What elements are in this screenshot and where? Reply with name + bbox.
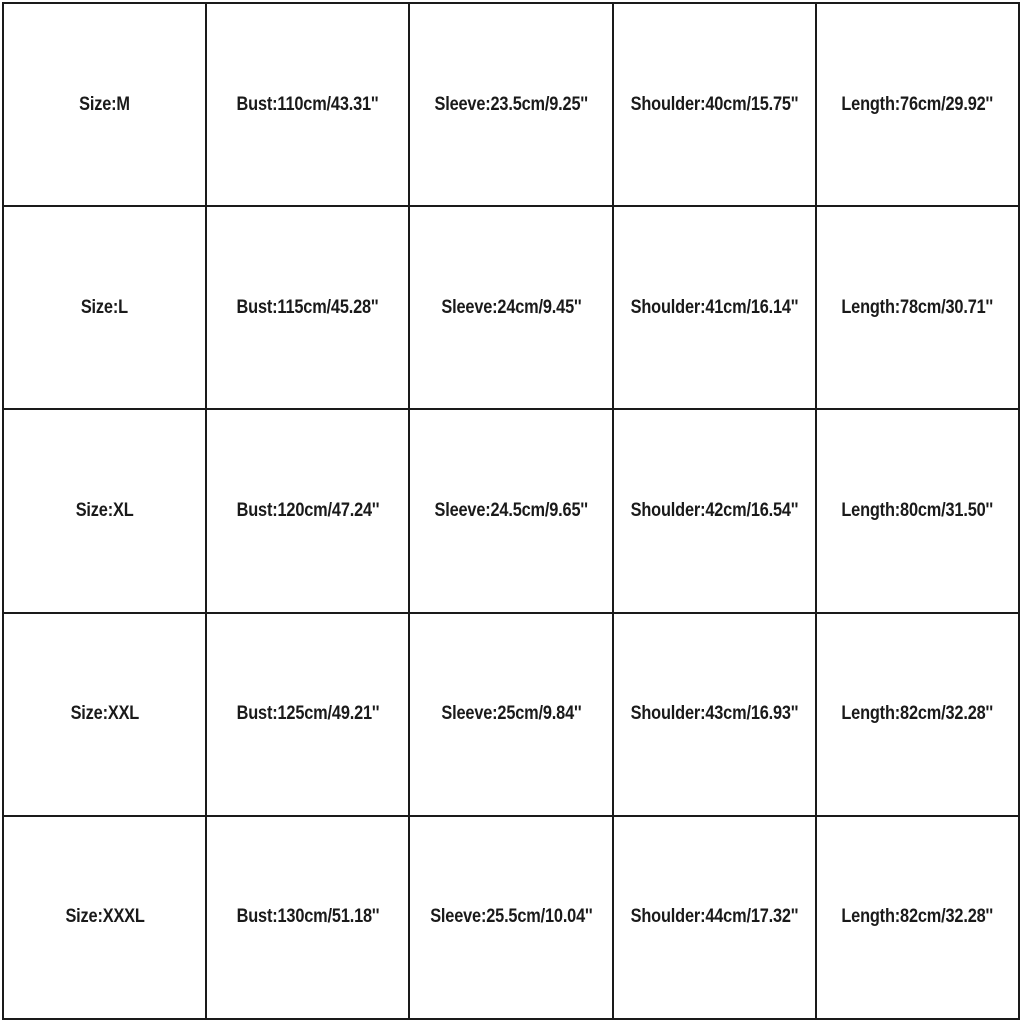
- shoulder-measurement: Shoulder:40cm/15.75'': [630, 93, 799, 115]
- bust-measurement: Bust:125cm/49.21'': [236, 703, 380, 725]
- size-cell: [4, 817, 207, 1020]
- sleeve-cell: [410, 410, 613, 613]
- size-chart-table: [2, 2, 1020, 1020]
- shoulder-measurement: Shoulder:44cm/17.32'': [630, 906, 799, 928]
- sleeve-measurement: Sleeve:24.5cm/9.65'': [434, 499, 588, 521]
- size-label: Size:XXL: [70, 703, 139, 725]
- length-cell: [817, 614, 1020, 817]
- size-label: Size:XXXL: [64, 906, 145, 928]
- length-cell: [817, 4, 1020, 207]
- bust-measurement: Bust:130cm/51.18'': [236, 906, 380, 928]
- size-cell: [4, 207, 207, 410]
- length-cell: [817, 817, 1020, 1020]
- bust-cell: [207, 207, 410, 410]
- sleeve-measurement: Sleeve:25.5cm/10.04'': [429, 906, 593, 928]
- sleeve-cell: [410, 207, 613, 410]
- size-label: Size:L: [81, 296, 129, 318]
- sleeve-cell: [410, 4, 613, 207]
- bust-cell: [207, 817, 410, 1020]
- sleeve-measurement: Sleeve:23.5cm/9.25'': [434, 93, 588, 115]
- sleeve-measurement: Sleeve:25cm/9.84'': [440, 703, 582, 725]
- sleeve-cell: [410, 817, 613, 1020]
- bust-measurement: Bust:115cm/45.28'': [236, 296, 379, 318]
- shoulder-measurement: Shoulder:41cm/16.14'': [630, 296, 799, 318]
- length-measurement: Length:82cm/32.28'': [841, 703, 994, 725]
- shoulder-cell: [614, 614, 817, 817]
- shoulder-measurement: Shoulder:43cm/16.93'': [630, 703, 799, 725]
- bust-measurement: Bust:120cm/47.24'': [236, 499, 380, 521]
- shoulder-cell: [614, 410, 817, 613]
- length-measurement: Length:78cm/30.71'': [841, 296, 994, 318]
- sleeve-measurement: Sleeve:24cm/9.45'': [440, 296, 582, 318]
- shoulder-measurement: Shoulder:42cm/16.54'': [630, 499, 799, 521]
- size-cell: [4, 410, 207, 613]
- length-measurement: Length:82cm/32.28'': [841, 906, 994, 928]
- length-measurement: Length:76cm/29.92'': [841, 93, 994, 115]
- length-cell: [817, 207, 1020, 410]
- bust-cell: [207, 410, 410, 613]
- size-cell: [4, 614, 207, 817]
- size-cell: [4, 4, 207, 207]
- bust-cell: [207, 614, 410, 817]
- shoulder-cell: [614, 207, 817, 410]
- length-cell: [817, 410, 1020, 613]
- shoulder-cell: [614, 4, 817, 207]
- size-label: Size:XL: [75, 499, 134, 521]
- bust-cell: [207, 4, 410, 207]
- length-measurement: Length:80cm/31.50'': [841, 499, 994, 521]
- size-label: Size:M: [79, 93, 130, 115]
- shoulder-cell: [614, 817, 817, 1020]
- sleeve-cell: [410, 614, 613, 817]
- bust-measurement: Bust:110cm/43.31'': [236, 93, 379, 115]
